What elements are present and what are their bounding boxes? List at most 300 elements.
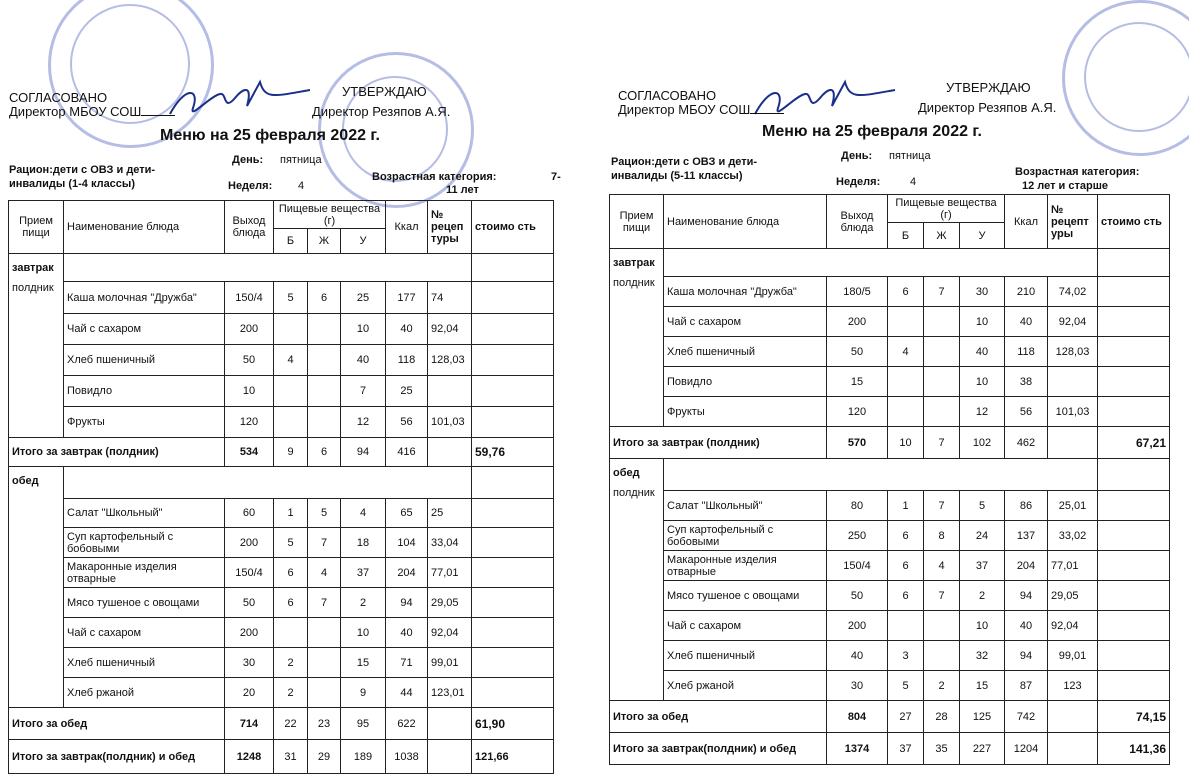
table-cell: 24 <box>960 521 1005 551</box>
table-cell: 8 <box>924 521 960 551</box>
approved-label: СОГЛАСОВАНО <box>9 90 108 105</box>
week-value: 4 <box>298 180 305 192</box>
table-row <box>610 521 1170 551</box>
header-recipe: № рецепт уры <box>1048 195 1098 249</box>
page-title: Меню на 25 февраля 2022 г. <box>160 127 380 144</box>
header-b: Б <box>888 223 924 249</box>
header-cost: стоимо сть <box>1098 195 1170 249</box>
header-dish: Наименование блюда <box>64 201 225 254</box>
table-cell <box>1048 427 1098 459</box>
table-cell: 150/4 <box>225 558 274 588</box>
table-cell <box>308 618 341 648</box>
table-row <box>610 367 1170 397</box>
header-output: Выход блюда <box>225 201 274 254</box>
table-cell: 35 <box>924 733 960 765</box>
header-output: Выход блюда <box>827 195 888 249</box>
age-label: Возрастная категория: <box>372 171 497 183</box>
table-cell: 37 <box>888 733 924 765</box>
header-cost: стоимо сть <box>472 201 554 254</box>
table-cell: Итого за завтрак (полдник) <box>9 438 225 467</box>
table-cell: 37 <box>960 551 1005 581</box>
table-cell <box>472 407 554 438</box>
table-cell: 94 <box>341 438 386 467</box>
table-cell: Суп картофельный с бобовыми <box>664 521 827 551</box>
table-cell: Суп картофельный с бобовыми <box>64 528 225 558</box>
table-cell: 6 <box>274 558 308 588</box>
table-cell: 29 <box>308 740 341 774</box>
table-cell: 20 <box>225 678 274 708</box>
table-cell: Мясо тушеное с овощами <box>664 581 827 611</box>
table-cell: 25 <box>341 282 386 314</box>
table-cell: 50 <box>827 581 888 611</box>
table-cell: 6 <box>888 521 924 551</box>
table-cell <box>888 611 924 641</box>
table-cell: 4 <box>924 551 960 581</box>
page-title: Меню на 25 февраля 2022 г. <box>762 123 982 140</box>
table-cell: 1204 <box>1005 733 1048 765</box>
director-signature <box>165 76 315 126</box>
table-cell: 210 <box>1005 277 1048 307</box>
table-cell <box>888 397 924 427</box>
table-cell: 50 <box>225 588 274 618</box>
table-cell <box>1048 733 1098 765</box>
table-cell: 102 <box>960 427 1005 459</box>
table-row <box>9 376 554 407</box>
table-cell: 71 <box>386 648 428 678</box>
table-cell <box>1098 581 1170 611</box>
table-cell: Хлеб пшеничный <box>64 345 225 376</box>
table-cell: 5 <box>274 282 308 314</box>
table-cell: 50 <box>225 345 274 376</box>
header-kcal: Ккал <box>1005 195 1048 249</box>
table-cell: Каша молочная "Дружба" <box>664 277 827 307</box>
table-cell: 189 <box>341 740 386 774</box>
table-cell: 6 <box>274 588 308 618</box>
table-row <box>610 671 1170 701</box>
table-cell: 92,04 <box>428 618 472 648</box>
table-cell <box>428 438 472 467</box>
spacer-cell <box>1098 249 1170 277</box>
meal-breakfast: завтрак полдник <box>610 249 664 427</box>
table-row <box>9 588 554 618</box>
table-cell: 33,02 <box>1048 521 1098 551</box>
table-cell: 25 <box>428 499 472 528</box>
table-cell: 15 <box>341 648 386 678</box>
table-cell: 118 <box>386 345 428 376</box>
header-kcal: Ккал <box>386 201 428 254</box>
table-cell: 104 <box>386 528 428 558</box>
table-cell <box>924 611 960 641</box>
table-cell: 33,04 <box>428 528 472 558</box>
table-cell: 15 <box>960 671 1005 701</box>
table-cell: 23 <box>308 708 341 740</box>
table-cell: 10 <box>225 376 274 407</box>
table-cell <box>888 367 924 397</box>
table-cell: 40 <box>1005 307 1048 337</box>
table-cell <box>1098 367 1170 397</box>
school-seal-inner-ring <box>1084 22 1189 132</box>
table-cell: 5 <box>308 499 341 528</box>
table-cell: 28 <box>924 701 960 733</box>
grand-total-row <box>9 740 554 774</box>
table-cell <box>888 307 924 337</box>
table-cell: 9 <box>274 438 308 467</box>
table-cell: 92,04 <box>428 314 472 345</box>
table-cell <box>1098 397 1170 427</box>
table-cell: 6 <box>888 581 924 611</box>
lunch-total-row <box>9 708 554 740</box>
spacer-cell <box>1098 459 1170 491</box>
table-cell <box>1098 491 1170 521</box>
table-cell: 804 <box>827 701 888 733</box>
table-row <box>9 314 554 345</box>
table-cell: 10 <box>960 611 1005 641</box>
table-row <box>610 491 1170 521</box>
table-cell: 180/5 <box>827 277 888 307</box>
table-cell: 570 <box>827 427 888 459</box>
day-value: пятница <box>889 150 931 162</box>
table-cell: 22 <box>274 708 308 740</box>
table-cell: 123 <box>1048 671 1098 701</box>
table-cell <box>308 376 341 407</box>
table-cell: 5 <box>960 491 1005 521</box>
table-cell <box>428 740 472 774</box>
table-cell: 30 <box>225 648 274 678</box>
table-cell: 250 <box>827 521 888 551</box>
table-cell: 60 <box>225 499 274 528</box>
header-b: Б <box>274 229 308 254</box>
table-cell <box>274 314 308 345</box>
table-cell: 80 <box>827 491 888 521</box>
table-cell: 18 <box>341 528 386 558</box>
lunch-total-row <box>610 701 1170 733</box>
table-cell: 94 <box>1005 641 1048 671</box>
menu-document-right <box>600 0 1185 780</box>
table-cell: 31 <box>274 740 308 774</box>
table-cell: 99,01 <box>428 648 472 678</box>
table-cell: 56 <box>1005 397 1048 427</box>
age-value-a: 7- <box>551 171 561 183</box>
table-cell: Хлеб ржаной <box>664 671 827 701</box>
table-cell: 50 <box>827 337 888 367</box>
table-row <box>9 499 554 528</box>
header-u: У <box>960 223 1005 249</box>
table-cell <box>472 499 554 528</box>
table-cell: 67,21 <box>1098 427 1170 459</box>
day-value: пятница <box>280 154 322 166</box>
table-cell: Хлеб ржаной <box>64 678 225 708</box>
table-cell <box>274 376 308 407</box>
table-cell <box>924 397 960 427</box>
table-cell: Мясо тушеное с овощами <box>64 588 225 618</box>
table-cell: 101,03 <box>428 407 472 438</box>
table-cell <box>1098 307 1170 337</box>
table-cell: 6 <box>308 282 341 314</box>
table-cell: 40 <box>960 337 1005 367</box>
table-cell: 6 <box>888 277 924 307</box>
table-cell <box>274 618 308 648</box>
table-row <box>610 581 1170 611</box>
table-cell: 1 <box>274 499 308 528</box>
table-cell: Каша молочная "Дружба" <box>64 282 225 314</box>
table-cell: 150/4 <box>827 551 888 581</box>
table-cell: 27 <box>888 701 924 733</box>
table-row <box>9 648 554 678</box>
menu-document-left <box>0 0 585 780</box>
table-cell: Фрукты <box>664 397 827 427</box>
age-value-b: 12 лет и старше <box>1022 180 1108 192</box>
table-cell: 38 <box>1005 367 1048 397</box>
meal-breakfast: завтрак полдник <box>9 254 64 438</box>
spacer-cell <box>472 467 554 499</box>
table-cell <box>1098 641 1170 671</box>
table-cell: Итого за завтрак (полдник) <box>610 427 827 459</box>
table-cell: Фрукты <box>64 407 225 438</box>
table-row <box>9 558 554 588</box>
breakfast-total-row <box>610 427 1170 459</box>
table-cell: 101,03 <box>1048 397 1098 427</box>
table-cell: 200 <box>225 314 274 345</box>
table-cell: 3 <box>888 641 924 671</box>
table-cell <box>1098 551 1170 581</box>
table-cell <box>924 641 960 671</box>
table-cell: 2 <box>960 581 1005 611</box>
table-cell: 9 <box>341 678 386 708</box>
table-cell: 204 <box>386 558 428 588</box>
table-cell: 7 <box>924 491 960 521</box>
table-cell: 40 <box>1005 611 1048 641</box>
confirm-by: Директор Резяпов А.Я. <box>312 104 451 119</box>
table-cell <box>1098 611 1170 641</box>
approved-by: Директор МБОУ СОШ <box>9 104 175 119</box>
table-cell: 6 <box>888 551 924 581</box>
table-cell: 74,15 <box>1098 701 1170 733</box>
confirm-by: Директор Резяпов А.Я. <box>918 100 1057 115</box>
table-cell <box>1098 521 1170 551</box>
table-cell: 29,05 <box>1048 581 1098 611</box>
table-cell: 86 <box>1005 491 1048 521</box>
age-label: Возрастная категория: <box>1015 166 1140 178</box>
table-cell: Чай с сахаром <box>64 618 225 648</box>
table-cell: 40 <box>386 618 428 648</box>
table-row <box>610 337 1170 367</box>
table-cell <box>308 314 341 345</box>
header-meal: Прием пищи <box>9 201 64 254</box>
table-cell: 622 <box>386 708 428 740</box>
table-cell: Итого за завтрак(полдник) и обед <box>9 740 225 774</box>
age-value-b: 11 лет <box>446 184 479 196</box>
table-cell <box>472 558 554 588</box>
table-cell: 118 <box>1005 337 1048 367</box>
table-cell: 2 <box>274 648 308 678</box>
table-cell: 200 <box>827 611 888 641</box>
table-cell: 99,01 <box>1048 641 1098 671</box>
table-cell: 200 <box>225 528 274 558</box>
table-cell: 94 <box>1005 581 1048 611</box>
table-cell: 65 <box>386 499 428 528</box>
table-cell: 25,01 <box>1048 491 1098 521</box>
table-cell: 56 <box>386 407 428 438</box>
table-cell: 1248 <box>225 740 274 774</box>
table-cell: 7 <box>924 277 960 307</box>
table-cell: 128,03 <box>1048 337 1098 367</box>
day-label: День: <box>232 154 264 166</box>
table-cell <box>472 314 554 345</box>
table-cell: 12 <box>341 407 386 438</box>
ration-line-2: инвалиды (1-4 классы) <box>9 178 135 190</box>
table-cell <box>472 618 554 648</box>
table-cell: 462 <box>1005 427 1048 459</box>
table-cell: 4 <box>888 337 924 367</box>
table-cell: 128,03 <box>428 345 472 376</box>
meal-lunch: обед полдник <box>610 459 664 701</box>
approved-label: СОГЛАСОВАНО <box>618 88 717 103</box>
ration-line-2: инвалиды (5-11 классы) <box>611 170 743 182</box>
table-cell: 177 <box>386 282 428 314</box>
table-cell <box>472 345 554 376</box>
table-cell: 416 <box>386 438 428 467</box>
table-row <box>9 282 554 314</box>
table-cell: 30 <box>827 671 888 701</box>
table-cell: 7 <box>924 581 960 611</box>
table-cell: 5 <box>274 528 308 558</box>
table-cell: 92,04 <box>1048 611 1098 641</box>
table-cell <box>308 678 341 708</box>
table-cell: Макаронные изделия отварные <box>64 558 225 588</box>
table-cell: 10 <box>960 307 1005 337</box>
spacer-cell <box>664 459 1098 491</box>
table-cell <box>472 376 554 407</box>
table-cell: 61,90 <box>472 708 554 740</box>
table-cell <box>472 528 554 558</box>
week-value: 4 <box>910 176 917 188</box>
table-row <box>9 678 554 708</box>
table-cell <box>1098 671 1170 701</box>
table-cell: 714 <box>225 708 274 740</box>
table-cell: 2 <box>274 678 308 708</box>
table-cell: 120 <box>225 407 274 438</box>
header-recipe: № рецеп туры <box>428 201 472 254</box>
table-cell: Макаронные изделия отварные <box>664 551 827 581</box>
table-cell: Салат "Школьный" <box>64 499 225 528</box>
table-cell: Чай с сахаром <box>664 611 827 641</box>
grand-total-row <box>610 733 1170 765</box>
table-cell: 204 <box>1005 551 1048 581</box>
table-cell: 10 <box>341 314 386 345</box>
week-label: Неделя: <box>228 180 273 192</box>
table-row <box>9 528 554 558</box>
table-row <box>9 407 554 438</box>
table-row <box>610 307 1170 337</box>
table-cell <box>308 407 341 438</box>
table-cell: 32 <box>960 641 1005 671</box>
table-cell: 2 <box>341 588 386 618</box>
table-cell <box>924 307 960 337</box>
table-cell <box>472 282 554 314</box>
table-cell: Чай с сахаром <box>64 314 225 345</box>
table-cell: 200 <box>827 307 888 337</box>
table-cell: 5 <box>888 671 924 701</box>
table-cell: 77,01 <box>428 558 472 588</box>
table-cell: 125 <box>960 701 1005 733</box>
table-cell <box>274 407 308 438</box>
table-cell: 74,02 <box>1048 277 1098 307</box>
table-cell: Итого за обед <box>9 708 225 740</box>
table-cell <box>308 648 341 678</box>
day-label: День: <box>841 150 873 162</box>
table-cell: Салат "Школьный" <box>664 491 827 521</box>
table-cell: 94 <box>386 588 428 618</box>
table-cell: 1374 <box>827 733 888 765</box>
table-cell: 7 <box>341 376 386 407</box>
table-cell: Хлеб пшеничный <box>664 337 827 367</box>
header-zh: Ж <box>308 229 341 254</box>
table-row <box>9 618 554 648</box>
table-cell: 534 <box>225 438 274 467</box>
header-dish: Наименование блюда <box>664 195 827 249</box>
table-cell <box>1098 277 1170 307</box>
table-cell <box>924 367 960 397</box>
menu-table <box>609 194 1170 765</box>
table-cell: 40 <box>827 641 888 671</box>
table-cell: 742 <box>1005 701 1048 733</box>
table-cell: 227 <box>960 733 1005 765</box>
table-cell: 87 <box>1005 671 1048 701</box>
table-row <box>610 277 1170 307</box>
table-cell <box>428 708 472 740</box>
table-cell: 59,76 <box>472 438 554 467</box>
table-cell: 4 <box>308 558 341 588</box>
spacer-cell <box>664 249 1098 277</box>
table-cell: 121,66 <box>472 740 554 774</box>
table-cell: 141,36 <box>1098 733 1170 765</box>
table-cell: 12 <box>960 397 1005 427</box>
table-cell <box>428 376 472 407</box>
table-cell: 74 <box>428 282 472 314</box>
table-cell: 200 <box>225 618 274 648</box>
table-cell: 4 <box>341 499 386 528</box>
table-cell: 30 <box>960 277 1005 307</box>
table-cell: 37 <box>341 558 386 588</box>
table-row <box>610 611 1170 641</box>
table-cell <box>1048 367 1098 397</box>
spacer-cell <box>64 467 472 499</box>
table-cell: Итого за обед <box>610 701 827 733</box>
table-cell: 92,04 <box>1048 307 1098 337</box>
table-cell: 7 <box>924 427 960 459</box>
table-cell: 1 <box>888 491 924 521</box>
table-cell: Повидло <box>64 376 225 407</box>
table-cell: 120 <box>827 397 888 427</box>
spacer-cell <box>472 254 554 282</box>
table-cell: 44 <box>386 678 428 708</box>
table-cell: 4 <box>274 345 308 376</box>
table-cell: 1038 <box>386 740 428 774</box>
table-cell: 15 <box>827 367 888 397</box>
table-cell: 123,01 <box>428 678 472 708</box>
table-cell: 77,01 <box>1048 551 1098 581</box>
table-cell <box>472 678 554 708</box>
table-cell <box>472 648 554 678</box>
table-row <box>610 551 1170 581</box>
table-cell: 7 <box>308 588 341 618</box>
menu-table <box>8 200 554 774</box>
table-cell <box>924 337 960 367</box>
table-cell <box>1048 701 1098 733</box>
table-cell: 40 <box>341 345 386 376</box>
header-meal: Прием пищи <box>610 195 664 249</box>
table-row <box>610 641 1170 671</box>
